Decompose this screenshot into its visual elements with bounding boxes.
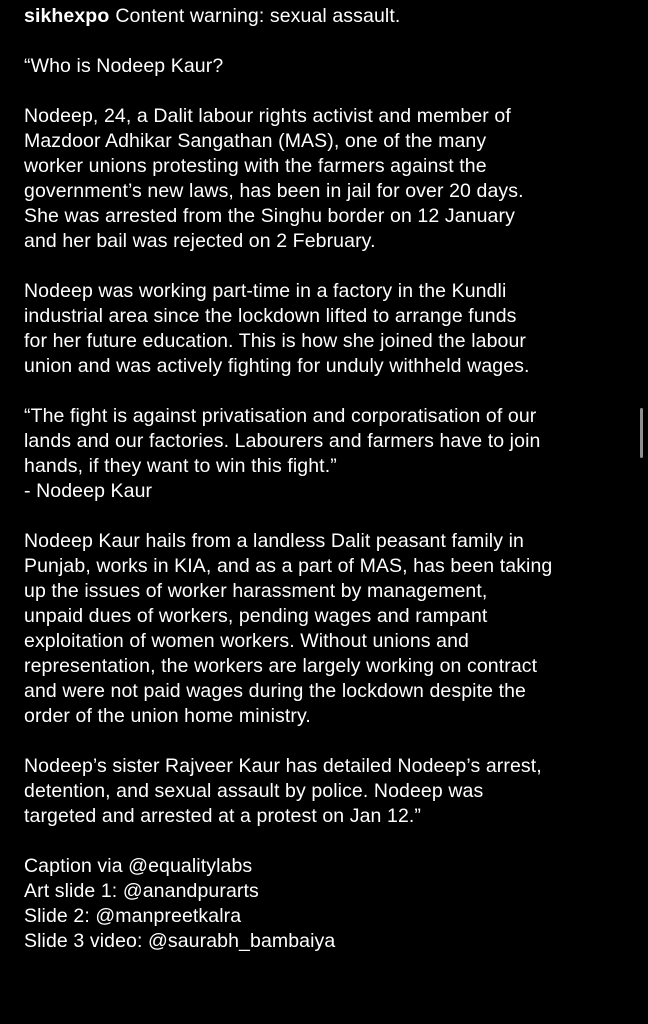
caption-line[interactable]: Slide 2: @manpreetkalra xyxy=(24,905,242,927)
caption-line: order of the union home ministry. xyxy=(24,705,311,727)
caption-line[interactable]: Caption via @equalitylabs xyxy=(24,855,253,877)
caption-line: industrial area since the lockdown lifted to arrange funds xyxy=(24,305,517,327)
post-caption xyxy=(24,4,630,954)
credits-paragraph xyxy=(24,854,630,954)
caption-header-paragraph xyxy=(24,4,630,29)
caption-line: hands, if they want to win this fight.” xyxy=(24,455,337,477)
scrollbar-thumb[interactable] xyxy=(640,408,643,458)
caption-line: Nodeep was working part-time in a factory in the Kundli xyxy=(24,280,507,302)
intro-paragraph xyxy=(24,104,630,254)
caption-line: Nodeep’s sister Rajveer Kaur has detailed Nodeep’s arrest, xyxy=(24,755,542,777)
caption-line: Nodeep, 24, a Dalit labour rights activist and member of xyxy=(24,105,511,127)
caption-line: lands and our factories. Labourers and farmers have to join xyxy=(24,430,541,452)
caption-line: union and was actively fighting for unduly withheld wages. xyxy=(24,355,530,377)
caption-line: government’s new laws, has been in jail for over 20 days. xyxy=(24,180,524,202)
caption-line: “Who is Nodeep Kaur? xyxy=(24,55,224,77)
caption-line: She was arrested from the Singhu border on 12 January xyxy=(24,205,515,227)
caption-line: and were not paid wages during the lockdown despite the xyxy=(24,680,526,702)
caption-line: detention, and sexual assault by police. Nodeep was xyxy=(24,780,484,802)
question-paragraph xyxy=(24,54,630,79)
quote-paragraph xyxy=(24,404,630,504)
sister-paragraph xyxy=(24,754,630,829)
caption-line: for her future education. This is how she joined the labour xyxy=(24,330,527,352)
caption-header-line xyxy=(24,4,630,29)
caption-line: exploitation of women workers. Without unions and xyxy=(24,630,469,652)
username-link[interactable]: sikhexpo xyxy=(24,5,110,27)
caption-line[interactable]: Slide 3 video: @saurabh_bambaiya xyxy=(24,930,336,952)
caption-line: “The fight is against privatisation and corporatisation of our xyxy=(24,405,537,427)
content-warning-text: Content warning: sexual assault. xyxy=(115,5,401,27)
caption-line: Mazdoor Adhikar Sangathan (MAS), one of the many xyxy=(24,130,487,152)
caption-line: up the issues of worker harassment by management, xyxy=(24,580,488,602)
caption-line: unpaid dues of workers, pending wages and rampant xyxy=(24,605,488,627)
caption-line: and her bail was rejected on 2 February. xyxy=(24,230,376,252)
caption-line: Nodeep Kaur hails from a landless Dalit peasant family in xyxy=(24,530,524,552)
caption-body xyxy=(24,54,630,954)
caption-line: - Nodeep Kaur xyxy=(24,480,153,502)
caption-line: Punjab, works in KIA, and as a part of MAS, has been taking xyxy=(24,555,553,577)
caption-line: targeted and arrested at a protest on Jan 12.” xyxy=(24,805,422,827)
caption-line: representation, the workers are largely working on contract xyxy=(24,655,538,677)
background-paragraph xyxy=(24,529,630,729)
caption-line: worker unions protesting with the farmers against the xyxy=(24,155,487,177)
caption-line[interactable]: Art slide 1: @anandpurarts xyxy=(24,880,259,902)
work-paragraph xyxy=(24,279,630,379)
